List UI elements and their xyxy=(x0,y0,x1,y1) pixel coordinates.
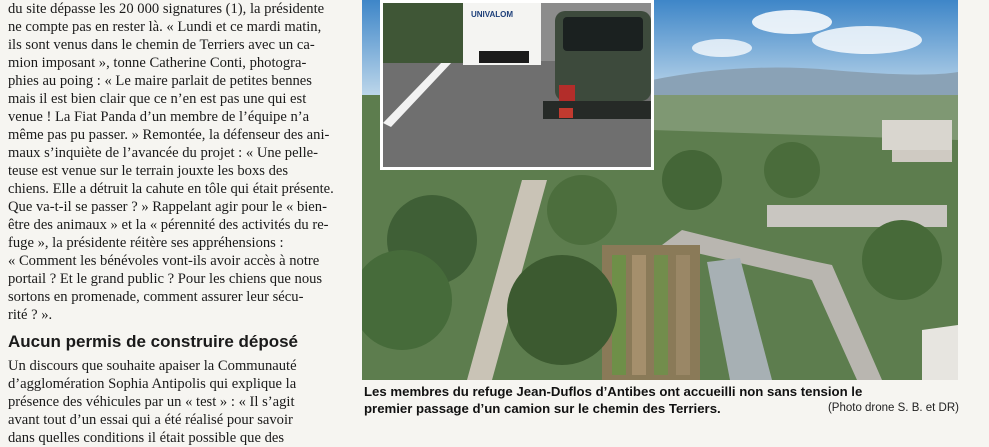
text-line: portail ? Et le grand public ? Pour les chiens que nous xyxy=(8,271,323,287)
text-line: ne compte pas en rester là. « Lundi et ce mardi matin, xyxy=(8,19,322,35)
text-line: Un discours que souhaite apaiser la Communauté xyxy=(8,358,297,374)
paragraph-1 xyxy=(8,0,352,324)
text-line: fuge », la présidente réitère ses appréhensions : xyxy=(8,235,284,251)
text-line: dans quelles conditions il était possible que des xyxy=(8,430,285,446)
text-line: maux s’inquiète de l’avancée du projet : « Une pelle- xyxy=(8,145,318,161)
caption-line: premier passage d’un camion sur le chemin des Terriers. xyxy=(364,401,721,416)
paragraph-2 xyxy=(8,357,352,447)
caption-line: Les membres du refuge Jean-Duflos d’Antibes ont accueilli non sans tension le xyxy=(364,384,863,399)
text-line: Que va-t-il se passer ? » Rappelant agir pour le « bien- xyxy=(8,199,327,215)
text-line: teuse est venue sur le terrain jouxte les boxs des xyxy=(8,163,289,179)
text-line: du site dépasse les 20 000 signatures (1), la présidente xyxy=(8,1,325,17)
text-line: présence des véhicules par un « test » : « Il s’agit xyxy=(8,394,295,410)
text-line: être des animaux » et la « pérennité des activités du re- xyxy=(8,217,329,233)
truck-inset-drawing xyxy=(383,3,651,167)
text-line: venue ! La Fiat Panda d’un membre de l’équipe n’a xyxy=(8,109,310,125)
text-line: d’agglomération Sophia Antipolis qui explique la xyxy=(8,376,297,392)
text-line: chiens. Elle a détruit la cahute en tôle qui était présente. xyxy=(8,181,334,197)
section-heading: Aucun permis de construire déposé xyxy=(8,332,299,351)
truck-inset-photo xyxy=(380,0,654,170)
text-line: sortons en promenade, comment assurer leur sécu- xyxy=(8,289,304,305)
truck-brand-text: UNIVALOM xyxy=(471,10,514,19)
article-column xyxy=(8,0,352,446)
photo-credit: (Photo drone S. B. et DR) xyxy=(827,402,959,414)
text-line: avant tout d’un essai qui a été réalisé pour savoir xyxy=(8,412,293,428)
text-line: « Comment les bénévoles vont-ils avoir accès à notre xyxy=(8,253,320,269)
text-line: rité ? ». xyxy=(8,307,53,323)
text-line: ils sont venus dans le chemin de Terriers avec un ca- xyxy=(8,37,315,53)
text-line: mais il est bien clair que ce n’en est pas une qui est xyxy=(8,91,307,107)
text-line: mion imposant », tonne Catherine Conti, photogra- xyxy=(8,55,307,71)
text-line: même pas pu passer. » Remontée, la défenseur des ani- xyxy=(8,127,330,143)
text-line: phies au poing : « Le maire parlait de petites bennes xyxy=(8,73,312,89)
